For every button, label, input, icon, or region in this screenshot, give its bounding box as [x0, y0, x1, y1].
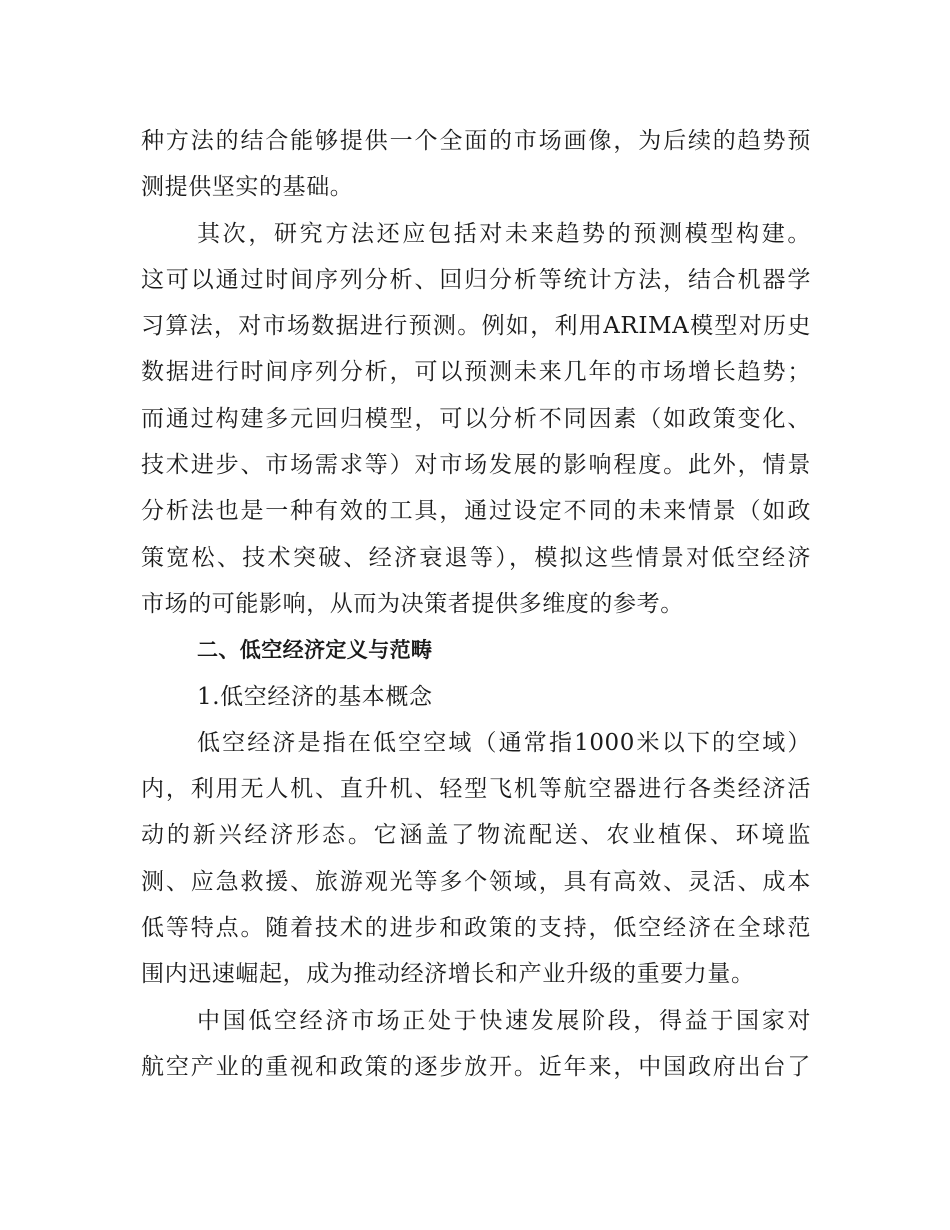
- text-line: 种方法的结合能够提供一个全面的市场画像，为后续的趋势预: [141, 128, 811, 154]
- document-body: [141, 118, 811, 1090]
- text-line: 低等特点。随着技术的进步和政策的支持，低空经济在全球范: [141, 915, 811, 942]
- paragraph-forecast: [141, 211, 811, 628]
- text-line: 围内迅速崛起，成为推动经济增长和产业升级的重要力量。: [141, 961, 755, 988]
- text-line: 其次，研究方法还应包括对未来趋势的预测模型构建。: [197, 220, 811, 247]
- paragraph-intro-continuation: [141, 118, 811, 211]
- text-line: 这可以通过时间序列分析、回归分析等统计方法，结合机器学: [141, 266, 811, 293]
- text-line: 中国低空经济市场正处于快速发展阶段，得益于国家对: [197, 1007, 811, 1034]
- text-line: 而通过构建多元回归模型，可以分析不同因素（如政策变化、: [141, 405, 811, 432]
- text-line: 习算法，对市场数据进行预测。例如，利用ARIMA模型对历史: [141, 313, 811, 340]
- text-line: 分析法也是一种有效的工具，通过设定不同的未来情景（如政: [141, 498, 811, 525]
- text-line: 航空产业的重视和政策的逐步放开。近年来，中国政府出台了: [141, 1053, 811, 1080]
- text-line: 技术进步、市场需求等）对市场发展的影响程度。此外，情景: [141, 452, 811, 479]
- text-line: 策宽松、技术突破、经济衰退等），模拟这些情景对低空经济: [141, 544, 811, 571]
- text-line: 测提供坚实的基础。: [141, 174, 354, 201]
- text-line: 数据进行时间序列分析，可以预测未来几年的市场增长趋势；: [141, 359, 811, 386]
- text-line: 测、应急救援、旅游观光等多个领域，具有高效、灵活、成本: [141, 868, 811, 895]
- text-line: 动的新兴经济形态。它涵盖了物流配送、农业植保、环境监: [141, 822, 811, 849]
- paragraph-china: [141, 998, 811, 1091]
- subsection-heading: 1.低空经济的基本概念: [197, 683, 433, 710]
- text-line: 市场的可能影响，从而为决策者提供多维度的参考。: [141, 590, 684, 617]
- text-line: 低空经济是指在低空空域（通常指1000米以下的空域）: [197, 729, 811, 756]
- section-heading: 二、低空经济定义与范畴: [197, 638, 433, 663]
- text-line: 内，利用无人机、直升机、轻型飞机等航空器进行各类经济活: [141, 776, 811, 803]
- paragraph-definition: [141, 720, 811, 998]
